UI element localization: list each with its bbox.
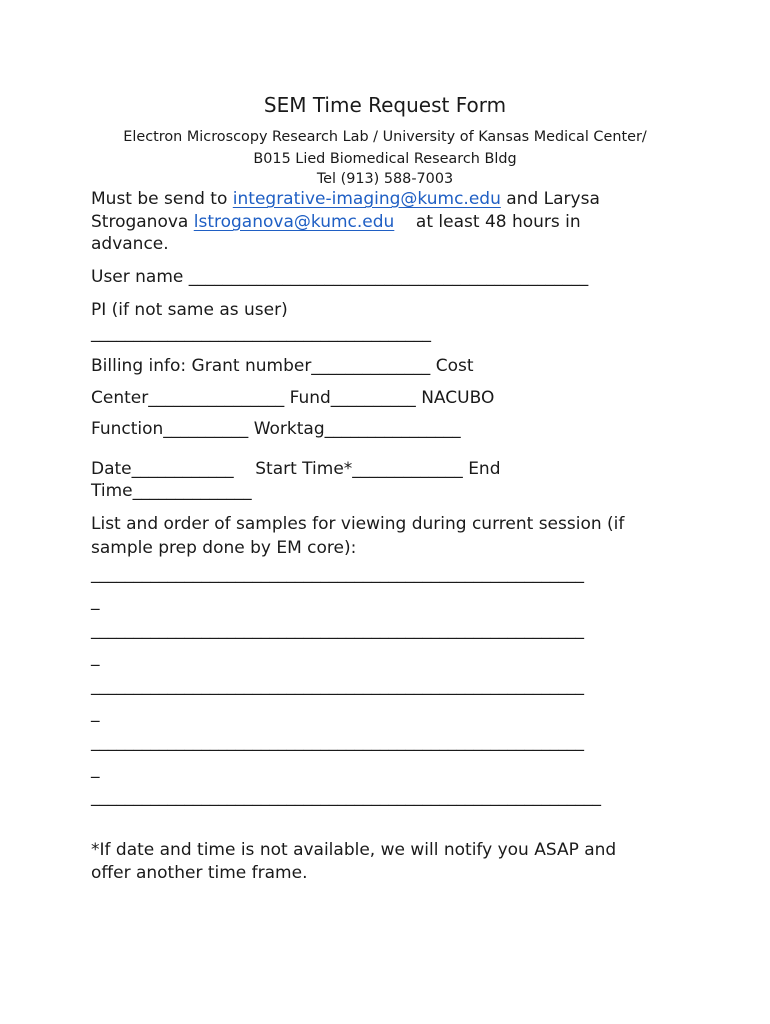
sample-line-3-cont: _ [91,703,100,723]
lab-address-line: Electron Microscopy Research Lab / University of Kansas Medical Center/ [123,129,647,145]
sample-line-1-cont: _ [91,591,100,611]
name-prefix-text: Stroganova [91,212,194,232]
samples-label-line-1: List and order of samples for viewing during current session (if [91,514,625,534]
function-line[interactable]: Function__________ Worktag________________ [91,419,461,439]
instructions-line-1 [91,188,600,210]
sample-line-4-cont: _ [91,759,100,779]
sample-line-3[interactable]: __________________________________________________________ [91,676,584,696]
send-prefix-text: Must be send to [91,189,233,209]
footnote-line-1: *If date and time is not available, we will notify you ASAP and [91,840,617,860]
instructions-line-2 [91,211,581,233]
billing-line[interactable]: Billing info: Grant number______________ Cost [91,356,474,376]
center-line[interactable]: Center________________ Fund__________ NACUBO [91,388,495,408]
footnote-line-2: offer another time frame. [91,863,308,883]
user-name-field[interactable]: User name _______________________________________________ [91,267,589,287]
sample-line-1[interactable]: __________________________________________________________ [91,564,584,584]
pi-label: PI (if not same as user) [91,300,288,320]
end-time-line[interactable]: Time______________ [91,481,252,501]
sample-line-2-cont: _ [91,647,100,667]
send-mid-text: and Larysa [500,189,600,209]
sample-line-2[interactable]: __________________________________________________________ [91,620,584,640]
email-link-lstroganova[interactable]: lstroganova@kumc.edu [193,212,395,232]
sample-line-4[interactable]: __________________________________________________________ [91,732,584,752]
form-title: SEM Time Request Form [263,93,507,117]
date-time-line[interactable]: Date____________ Start Time*_____________ End [91,459,501,479]
building-line: B015 Lied Biomedical Research Bldg [253,151,517,167]
send-suffix-text: at least 48 hours in [394,212,581,232]
samples-label-line-2: sample prep done by EM core): [91,538,357,558]
sample-line-5[interactable]: ____________________________________________________________ [91,787,601,807]
pi-field[interactable]: ________________________________________ [91,323,431,343]
instructions-line-3: advance. [91,234,169,254]
email-link-integrative-imaging[interactable]: integrative-imaging@kumc.edu [232,189,501,209]
phone-line: Tel (913) 588-7003 [316,171,454,187]
